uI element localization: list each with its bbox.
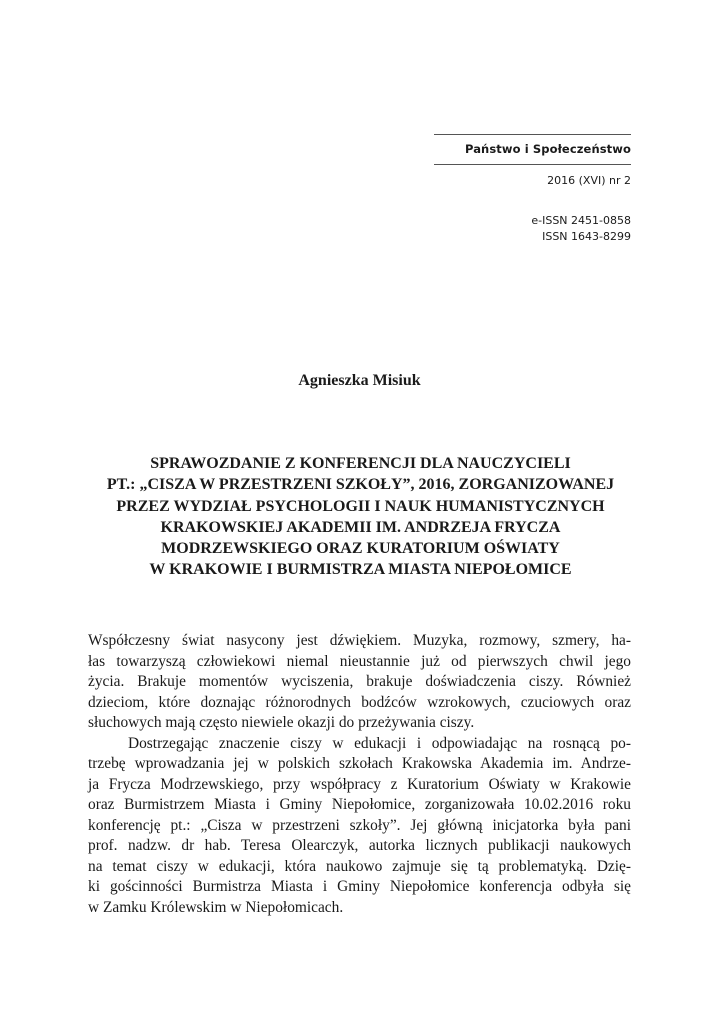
title-line: MODRZEWSKIEGO ORAZ KURATORIUM OŚWIATY (161, 540, 560, 558)
text-line: Współczesny świat nasycony jest dźwiękiem. Muzyka, rozmowy, szmery, ha- (88, 632, 631, 649)
text-line: ki gościnności Burmistrza Miasta i Gminy Niepołomice konferencja odbyła się (88, 878, 631, 895)
paragraph-2 (88, 734, 631, 919)
text-line: prof. nadzw. dr hab. Teresa Olearczyk, autorka licznych publikacji naukowych (88, 837, 631, 854)
journal-title: Państwo i Społeczeństwo (464, 142, 631, 156)
text-line: dzieciom, które doznając różnorodnych bodźców wzrokowych, czuciowych oraz (88, 693, 631, 711)
journal-header (434, 134, 631, 245)
text-line: w Zamku Królewskim w Niepołomicach. (88, 898, 344, 916)
text-line: życia. Brakuje momentów wyciszenia, brakuje doświadczenia ciszy. Również (88, 673, 631, 690)
text-line: Dostrzegając znaczenie ciszy w edukacji i odpowiadając na rosnącą po- (128, 734, 631, 752)
text-line: łas towarzyszą człowiekowi niemal nieustannie już od pierwszych chwil jego (88, 652, 631, 670)
text-line: konferencję pt.: „Cisza w przestrzeni szkoły”. Jej główną inicjatorka była pani (88, 816, 631, 834)
text-line: oraz Burmistrzem Miasta i Gminy Niepołomice, zorganizowała 10.02.2016 roku (88, 796, 631, 813)
issn: ISSN 1643-8299 (542, 230, 631, 243)
title-line: W KRAKOWIE I BURMISTRZA MIASTA NIEPOŁOMICE (149, 561, 572, 579)
journal-issue: 2016 (XVI) nr 2 (547, 174, 631, 187)
paragraph-1 (88, 631, 631, 734)
title-line: KRAKOWSKIEJ AKADEMII IM. ANDRZEJA FRYCZA (160, 518, 561, 536)
text-line: trzebę wprowadzania jej w polskich szkołach Krakowska Akademia im. Andrze- (88, 755, 631, 772)
eissn: e-ISSN 2451-0858 (531, 214, 631, 227)
header-bottom-rule (434, 164, 631, 165)
title-line: PRZEZ WYDZIAŁ PSYCHOLOGII I NAUK HUMANISTYCZNYCH (116, 497, 605, 515)
text-line: ja Frycza Modrzewskiego, przy współpracy z Kuratorium Oświaty w Krakowie (88, 775, 631, 793)
text-line: słuchowych mają często niewiele okazji do przeżywania ciszy. (88, 714, 475, 731)
issn-block (434, 213, 631, 245)
title-line: PT.: „CISZA W PRZESTRZENI SZKOŁY”, 2016, ZORGANIZOWANEJ (106, 476, 615, 494)
article-body (88, 631, 631, 918)
title-line: SPRAWOZDANIE Z KONFERENCJI DLA NAUCZYCIELI (150, 455, 571, 472)
text-line: na temat ciszy w edukacji, która naukowo zajmuje się tą problematyką. Dzię- (88, 857, 631, 875)
article-author: Agnieszka Misiuk (298, 372, 421, 389)
article-title (88, 453, 633, 581)
